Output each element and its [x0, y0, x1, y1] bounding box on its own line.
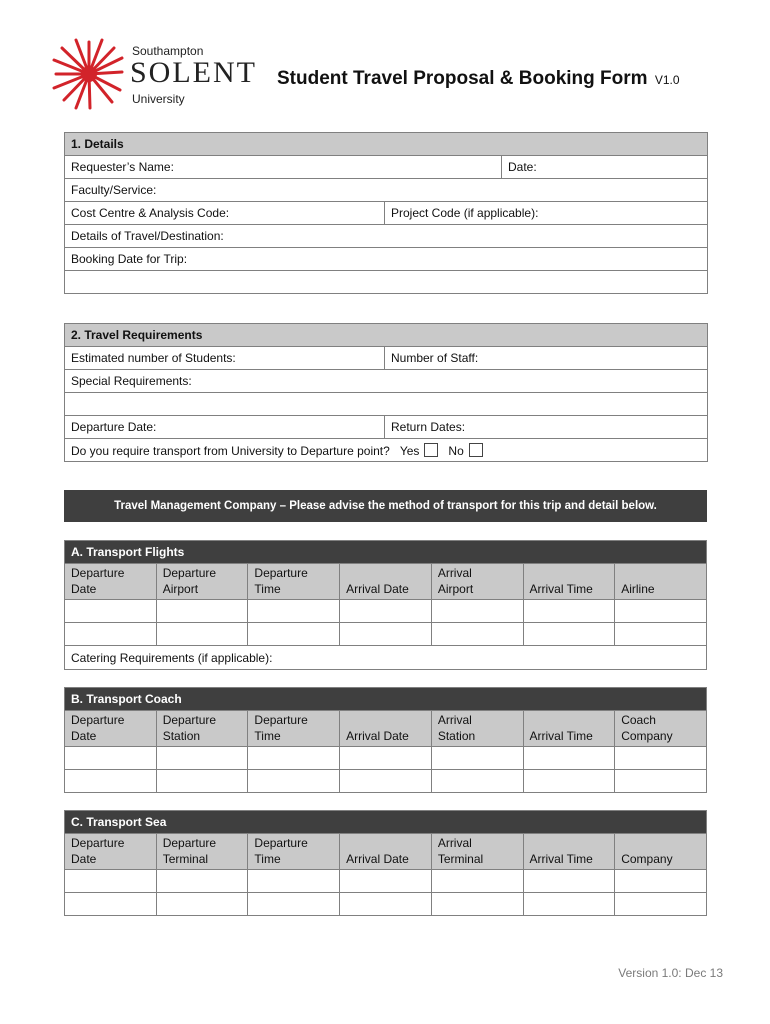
coach-cell[interactable] — [65, 747, 157, 770]
coach-cell[interactable] — [156, 770, 248, 793]
document-version: Version 1.0: Dec 13 — [618, 966, 723, 980]
sea-col-header: Arrival Date — [340, 834, 432, 870]
sea-col-header: Arrival Terminal — [431, 834, 523, 870]
coach-col-header: Departure Time — [248, 711, 340, 747]
requester-name-field[interactable]: Requester’s Name: — [65, 156, 502, 179]
sea-cell[interactable] — [431, 870, 523, 893]
sea-col-header: Company — [615, 834, 707, 870]
flights-cell[interactable] — [523, 623, 615, 646]
special-requirements-field[interactable]: Special Requirements: — [65, 370, 708, 393]
booking-date-input-row[interactable] — [65, 271, 708, 294]
no-label: No — [448, 443, 464, 458]
flights-heading: A. Transport Flights — [65, 541, 707, 564]
sea-header-row — [65, 834, 707, 870]
coach-cell[interactable] — [523, 770, 615, 793]
table-row — [65, 870, 707, 893]
coach-cell[interactable] — [248, 747, 340, 770]
flights-col-header: Arrival Airport — [431, 564, 523, 600]
coach-col-header: Departure Station — [156, 711, 248, 747]
sea-col-header: Arrival Time — [523, 834, 615, 870]
flights-header-row — [65, 564, 707, 600]
flights-cell[interactable] — [248, 623, 340, 646]
coach-section — [64, 687, 707, 793]
coach-col-header: Arrival Time — [523, 711, 615, 747]
flights-col-header: Arrival Date — [340, 564, 432, 600]
transport-question: Do you require transport from University to Departure point? — [71, 443, 390, 458]
flights-cell[interactable] — [65, 600, 157, 623]
sea-cell[interactable] — [431, 893, 523, 916]
coach-col-header: Coach Company — [615, 711, 707, 747]
form-version: V1.0 — [654, 73, 680, 87]
flights-col-header: Departure Airport — [156, 564, 248, 600]
table-row — [65, 893, 707, 916]
flights-col-header: Departure Date — [65, 564, 157, 600]
sea-cell[interactable] — [615, 893, 707, 916]
travel-requirements-section — [64, 323, 708, 462]
yes-label: Yes — [399, 443, 420, 458]
flights-col-header: Departure Time — [248, 564, 340, 600]
coach-heading: B. Transport Coach — [65, 688, 707, 711]
flights-section — [64, 540, 707, 670]
flights-col-header: Airline — [615, 564, 707, 600]
table-row — [65, 600, 707, 623]
coach-cell[interactable] — [156, 747, 248, 770]
flights-cell[interactable] — [523, 600, 615, 623]
sea-heading: C. Transport Sea — [65, 811, 707, 834]
sea-col-header: Departure Time — [248, 834, 340, 870]
catering-requirements-field[interactable]: Catering Requirements (if applicable): — [65, 646, 707, 670]
flights-cell[interactable] — [248, 600, 340, 623]
flights-cell[interactable] — [156, 623, 248, 646]
coach-cell[interactable] — [615, 770, 707, 793]
sea-cell[interactable] — [156, 893, 248, 916]
flights-cell[interactable] — [615, 623, 707, 646]
sea-cell[interactable] — [523, 893, 615, 916]
coach-cell[interactable] — [431, 747, 523, 770]
flights-col-header: Arrival Time — [523, 564, 615, 600]
flights-cell[interactable] — [431, 623, 523, 646]
cost-centre-field[interactable]: Cost Centre & Analysis Code: — [65, 202, 385, 225]
starburst-logo-icon — [52, 38, 126, 110]
flights-cell[interactable] — [65, 623, 157, 646]
sea-section — [64, 810, 707, 916]
sea-cell[interactable] — [156, 870, 248, 893]
details-heading: 1. Details — [65, 133, 708, 156]
departure-date-field[interactable]: Departure Date: — [65, 416, 385, 439]
sea-cell[interactable] — [615, 870, 707, 893]
flights-cell[interactable] — [615, 600, 707, 623]
sea-cell[interactable] — [340, 870, 432, 893]
no-checkbox[interactable] — [469, 443, 483, 457]
coach-col-header: Arrival Station — [431, 711, 523, 747]
flights-cell[interactable] — [156, 600, 248, 623]
travel-destination-field[interactable]: Details of Travel/Destination: — [65, 225, 708, 248]
sea-cell[interactable] — [523, 870, 615, 893]
coach-cell[interactable] — [431, 770, 523, 793]
travel-management-banner: Travel Management Company – Please advise the method of transport for this trip and detail below. — [64, 490, 707, 522]
coach-cell[interactable] — [615, 747, 707, 770]
special-requirements-input-row[interactable] — [65, 393, 708, 416]
table-row — [65, 747, 707, 770]
coach-cell[interactable] — [248, 770, 340, 793]
travel-requirements-heading: 2. Travel Requirements — [65, 324, 708, 347]
booking-date-field[interactable]: Booking Date for Trip: — [65, 248, 708, 271]
sea-cell[interactable] — [65, 893, 157, 916]
logo-line-2: SOLENT — [130, 56, 257, 89]
flights-cell[interactable] — [340, 623, 432, 646]
sea-cell[interactable] — [340, 893, 432, 916]
faculty-service-field[interactable]: Faculty/Service: — [65, 179, 708, 202]
sea-col-header: Departure Date — [65, 834, 157, 870]
sea-cell[interactable] — [248, 893, 340, 916]
flights-cell[interactable] — [431, 600, 523, 623]
project-code-field[interactable]: Project Code (if applicable): — [385, 202, 708, 225]
university-logo — [52, 38, 257, 110]
students-count-field[interactable]: Estimated number of Students: — [65, 347, 385, 370]
staff-count-field[interactable]: Number of Staff: — [385, 347, 708, 370]
logo-line-3: University — [132, 92, 185, 106]
transport-question-row — [65, 439, 708, 462]
coach-col-header: Arrival Date — [340, 711, 432, 747]
coach-cell[interactable] — [65, 770, 157, 793]
return-dates-field[interactable]: Return Dates: — [385, 416, 708, 439]
table-row — [65, 623, 707, 646]
sea-cell[interactable] — [248, 870, 340, 893]
yes-checkbox[interactable] — [424, 443, 438, 457]
coach-cell[interactable] — [340, 770, 432, 793]
table-row — [65, 770, 707, 793]
coach-cell[interactable] — [340, 747, 432, 770]
flights-cell[interactable] — [340, 600, 432, 623]
date-field[interactable]: Date: — [502, 156, 708, 179]
coach-header-row — [65, 711, 707, 747]
details-section — [64, 132, 708, 294]
coach-cell[interactable] — [523, 747, 615, 770]
sea-col-header: Departure Terminal — [156, 834, 248, 870]
form-title — [277, 68, 680, 90]
form-title-text: Student Travel Proposal & Booking Form — [277, 68, 648, 89]
sea-cell[interactable] — [65, 870, 157, 893]
logo-line-1: Southampton — [132, 44, 204, 58]
coach-col-header: Departure Date — [65, 711, 157, 747]
